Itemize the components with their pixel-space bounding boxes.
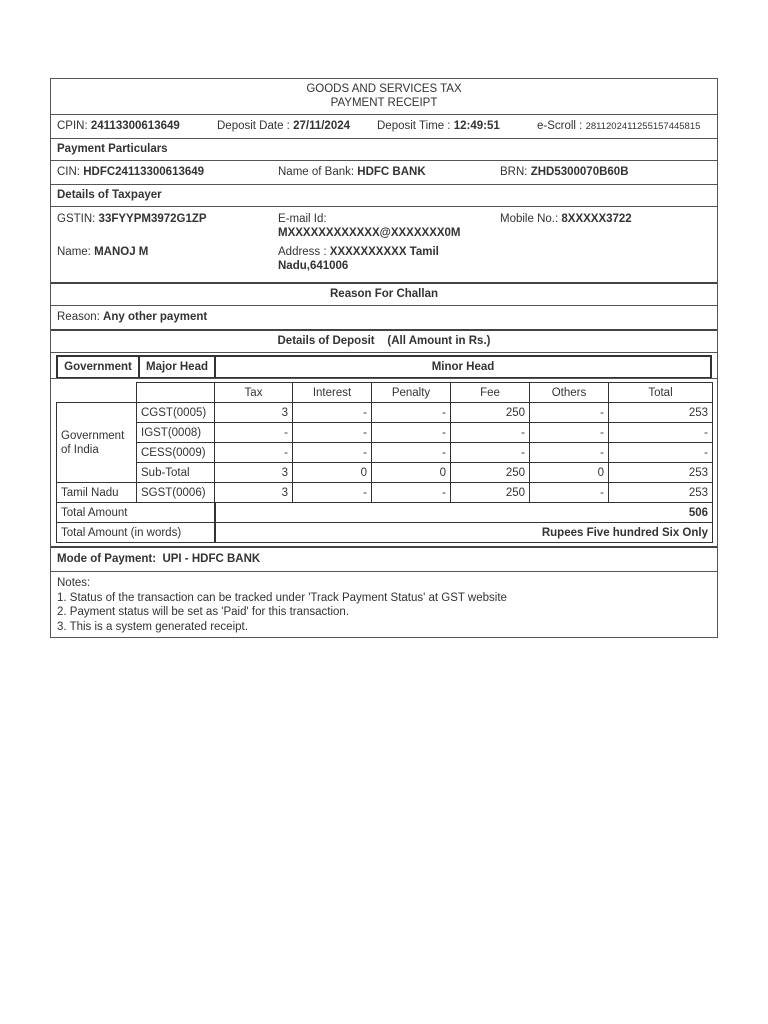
- deposit-date-field: Deposit Date : 27/11/2024: [217, 120, 350, 132]
- note-line: 1. Status of the transaction can be tracked under 'Track Payment Status' at GST website: [57, 591, 507, 604]
- col-interest: Interest: [293, 383, 372, 403]
- deposit-header-row: [51, 352, 717, 378]
- subtotal-row: Sub-Total 3 0 0 250 0 253: [57, 463, 713, 483]
- mobile-field: Mobile No.: 8XXXXX3722: [500, 213, 632, 225]
- deposit-date-value: 27/11/2024: [293, 120, 350, 132]
- deposit-table: [56, 382, 713, 543]
- notes-heading: Notes:: [57, 577, 91, 589]
- bank-field: Name of Bank: HDFC BANK: [278, 166, 426, 178]
- deposit-table-wrap: [51, 378, 717, 546]
- table-row: Government of India CGST(0005) 3 - - 250 - 253: [57, 403, 713, 423]
- cpin-row: [51, 114, 717, 138]
- note-line: 2. Payment status will be set as 'Paid' for this transaction.: [57, 606, 350, 618]
- gov-india-cell: Government of India: [57, 403, 137, 483]
- total-row: [57, 503, 713, 523]
- receipt-title: [51, 79, 717, 114]
- email-value: MXXXXXXXXXXXX@XXXXXXX0M: [278, 227, 461, 239]
- col-minor-head: Minor Head: [215, 356, 711, 378]
- title-line-1: GOODS AND SERVICES TAX: [306, 83, 462, 95]
- notes-section: [51, 571, 717, 637]
- mobile-value: 8XXXXX3722: [561, 213, 632, 225]
- col-penalty: Penalty: [372, 383, 451, 403]
- col-total: Total: [609, 383, 713, 403]
- total-label: Total Amount: [57, 503, 215, 523]
- table-row: Tamil Nadu SGST(0006) 3 - - 250 - 253: [57, 483, 713, 503]
- email-field: E-mail Id: MXXXXXXXXXXXX@XXXXXXX0M: [278, 213, 461, 239]
- deposit-heading: Details of Deposit (All Amount in Rs.): [51, 329, 717, 352]
- cpin-field: CPIN: 24113300613649: [57, 120, 180, 132]
- total-words-row: [57, 523, 713, 543]
- bank-value: HDFC BANK: [357, 166, 426, 178]
- reason-value: Any other payment: [103, 311, 208, 323]
- gstin-field: GSTIN: 33FYYPM3972G1ZP: [57, 213, 207, 225]
- major-head-cell: IGST(0008): [137, 423, 215, 443]
- escroll-field: e-Scroll : 2811202411255157445815: [537, 120, 701, 132]
- total-value: 506: [215, 503, 713, 523]
- major-head-cell: CESS(0009): [137, 443, 215, 463]
- payment-receipt: [50, 78, 718, 638]
- col-major-head: Major Head: [139, 356, 215, 378]
- sub-header-row: [57, 383, 713, 403]
- payment-row: [51, 160, 717, 184]
- challan-heading: Reason For Challan: [51, 282, 717, 305]
- brn-value: ZHD5300070B60B: [530, 166, 629, 178]
- major-head-cell: CGST(0005): [137, 403, 215, 423]
- address-field: Address : XXXXXXXXXX Tamil Nadu,641006: [278, 246, 439, 272]
- title-line-2: PAYMENT RECEIPT: [330, 97, 438, 109]
- col-tax: Tax: [215, 383, 293, 403]
- total-words-label: Total Amount (in words): [57, 523, 215, 543]
- brn-field: BRN: ZHD5300070B60B: [500, 166, 629, 178]
- total-words-value: Rupees Five hundred Six Only: [215, 523, 713, 543]
- cin-value: HDFC24113300613649: [83, 166, 205, 178]
- cin-field: CIN: HDFC24113300613649: [57, 166, 205, 178]
- name-field: Name: MANOJ M: [57, 246, 149, 258]
- table-row: IGST(0008) - - - - - -: [57, 423, 713, 443]
- address-line-1: XXXXXXXXXX Tamil: [329, 246, 439, 258]
- col-fee: Fee: [451, 383, 530, 403]
- reason-row: Reason: Any other payment: [51, 305, 717, 329]
- address-line-2: Nadu,641006: [278, 260, 349, 272]
- gstin-value: 33FYYPM3972G1ZP: [98, 213, 207, 225]
- col-others: Others: [530, 383, 609, 403]
- mode-of-payment-row: Mode of Payment: UPI - HDFC BANK: [51, 546, 717, 571]
- taxpayer-heading: Details of Taxpayer: [51, 184, 717, 206]
- escroll-value: 2811202411255157445815: [585, 121, 701, 132]
- deposit-time-value: 12:49:51: [453, 120, 500, 132]
- col-government: Government: [57, 356, 139, 378]
- cpin-value: 24113300613649: [90, 120, 180, 132]
- major-head-cell: SGST(0006): [137, 483, 215, 503]
- payment-particulars-heading: Payment Particulars: [51, 138, 717, 160]
- name-value: MANOJ M: [94, 246, 149, 258]
- taxpayer-details: [51, 206, 717, 282]
- major-head-cell: Sub-Total: [137, 463, 215, 483]
- mode-value: UPI - HDFC BANK: [162, 553, 261, 565]
- note-line: 3. This is a system generated receipt.: [57, 620, 248, 633]
- gov-state-cell: Tamil Nadu: [57, 483, 137, 503]
- deposit-time-field: Deposit Time : 12:49:51: [377, 120, 500, 132]
- table-row: CESS(0009) - - - - - -: [57, 443, 713, 463]
